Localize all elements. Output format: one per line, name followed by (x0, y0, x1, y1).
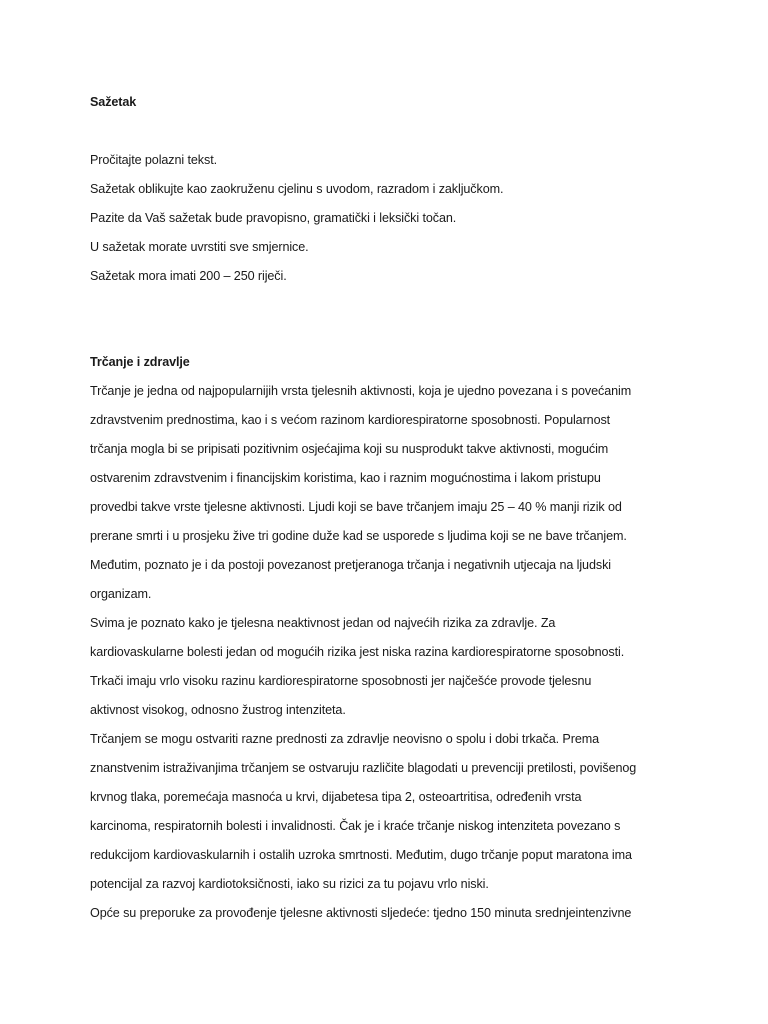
body-line: aktivnost visokog, odnosno žustrog intenziteta. (90, 703, 346, 717)
body-line: Trkači imaju vrlo visoku razinu kardiorespiratorne sposobnosti jer najčešće provode tjelesnu (90, 674, 592, 688)
body-line: kardiovaskularne bolesti jedan od mogućih rizika jest niska razina kardiorespiratorne sposobnosti. (90, 645, 625, 659)
body-line: provedbi takve vrste tjelesne aktivnosti. Ljudi koji se bave trčanjem imaju 25 – 40 % manji rizik od (90, 500, 622, 514)
body-line: Svima je poznato kako je tjelesna neaktivnost jedan od najvećih rizika za zdravlje. Za (90, 616, 556, 630)
body-line: znanstvenim istraživanjima trčanjem se ostvaruju različite blagodati u prevenciji pretilosti, povišenog (90, 761, 637, 775)
body-line: trčanja mogla bi se pripisati pozitivnim osjećajima koji su nusprodukt takve aktivnosti, mogućim (90, 442, 609, 456)
body-line: Trčanjem se mogu ostvariti razne prednosti za zdravlje neovisno o spolu i dobi trkača. Prema (90, 732, 600, 746)
body-line: krvnog tlaka, poremećaja masnoća u krvi, dijabetesa tipa 2, osteoartritisa, određenih vrsta (90, 790, 582, 804)
instruction-line: Sažetak mora imati 200 – 250 riječi. (90, 269, 287, 283)
body-line: Međutim, poznato je i da postoji povezanost pretjeranoga trčanja i negativnih utjecaja na ljudski (90, 558, 611, 572)
body-line: organizam. (90, 587, 152, 601)
instruction-line: U sažetak morate uvrstiti sve smjernice. (90, 240, 309, 254)
body-line: karcinoma, respiratornih bolesti i invalidnosti. Čak je i kraće trčanje niskog intenziteta povezano s (90, 819, 621, 833)
body-line: redukcijom kardiovaskularnih i ostalih uzroka smrtnosti. Međutim, dugo trčanje poput maratona ima (90, 848, 632, 862)
body-line: ostvarenim zdravstvenim i financijskim koristima, kao i raznim mogućnostima i lakom pristupu (90, 471, 601, 485)
instruction-line: Pazite da Vaš sažetak bude pravopisno, gramatički i leksički točan. (90, 211, 457, 225)
body-line: Trčanje je jedna od najpopularnijih vrsta tjelesnih aktivnosti, koja je ujedno povezana i s povećanim (90, 384, 632, 398)
heading-sazetak: Sažetak (90, 95, 137, 109)
body-line: potencijal za razvoj kardiotoksičnosti, iako su rizici za tu pojavu vrlo niski. (90, 877, 489, 891)
heading-trcanje-i-zdravlje: Trčanje i zdravlje (90, 355, 190, 369)
body-line: prerane smrti i u prosjeku žive tri godine duže kad se usporede s ljudima koji se ne bave trčanjem. (90, 529, 627, 543)
instruction-line: Pročitajte polazni tekst. (90, 153, 217, 167)
body-line: zdravstvenim prednostima, kao i s većom razinom kardiorespiratorne sposobnosti. Popularnost (90, 413, 611, 427)
body-line: Opće su preporuke za provođenje tjelesne aktivnosti sljedeće: tjedno 150 minuta srednjeintenzivne (90, 906, 632, 920)
instruction-line: Sažetak oblikujte kao zaokruženu cjelinu s uvodom, razradom i zaključkom. (90, 182, 504, 196)
